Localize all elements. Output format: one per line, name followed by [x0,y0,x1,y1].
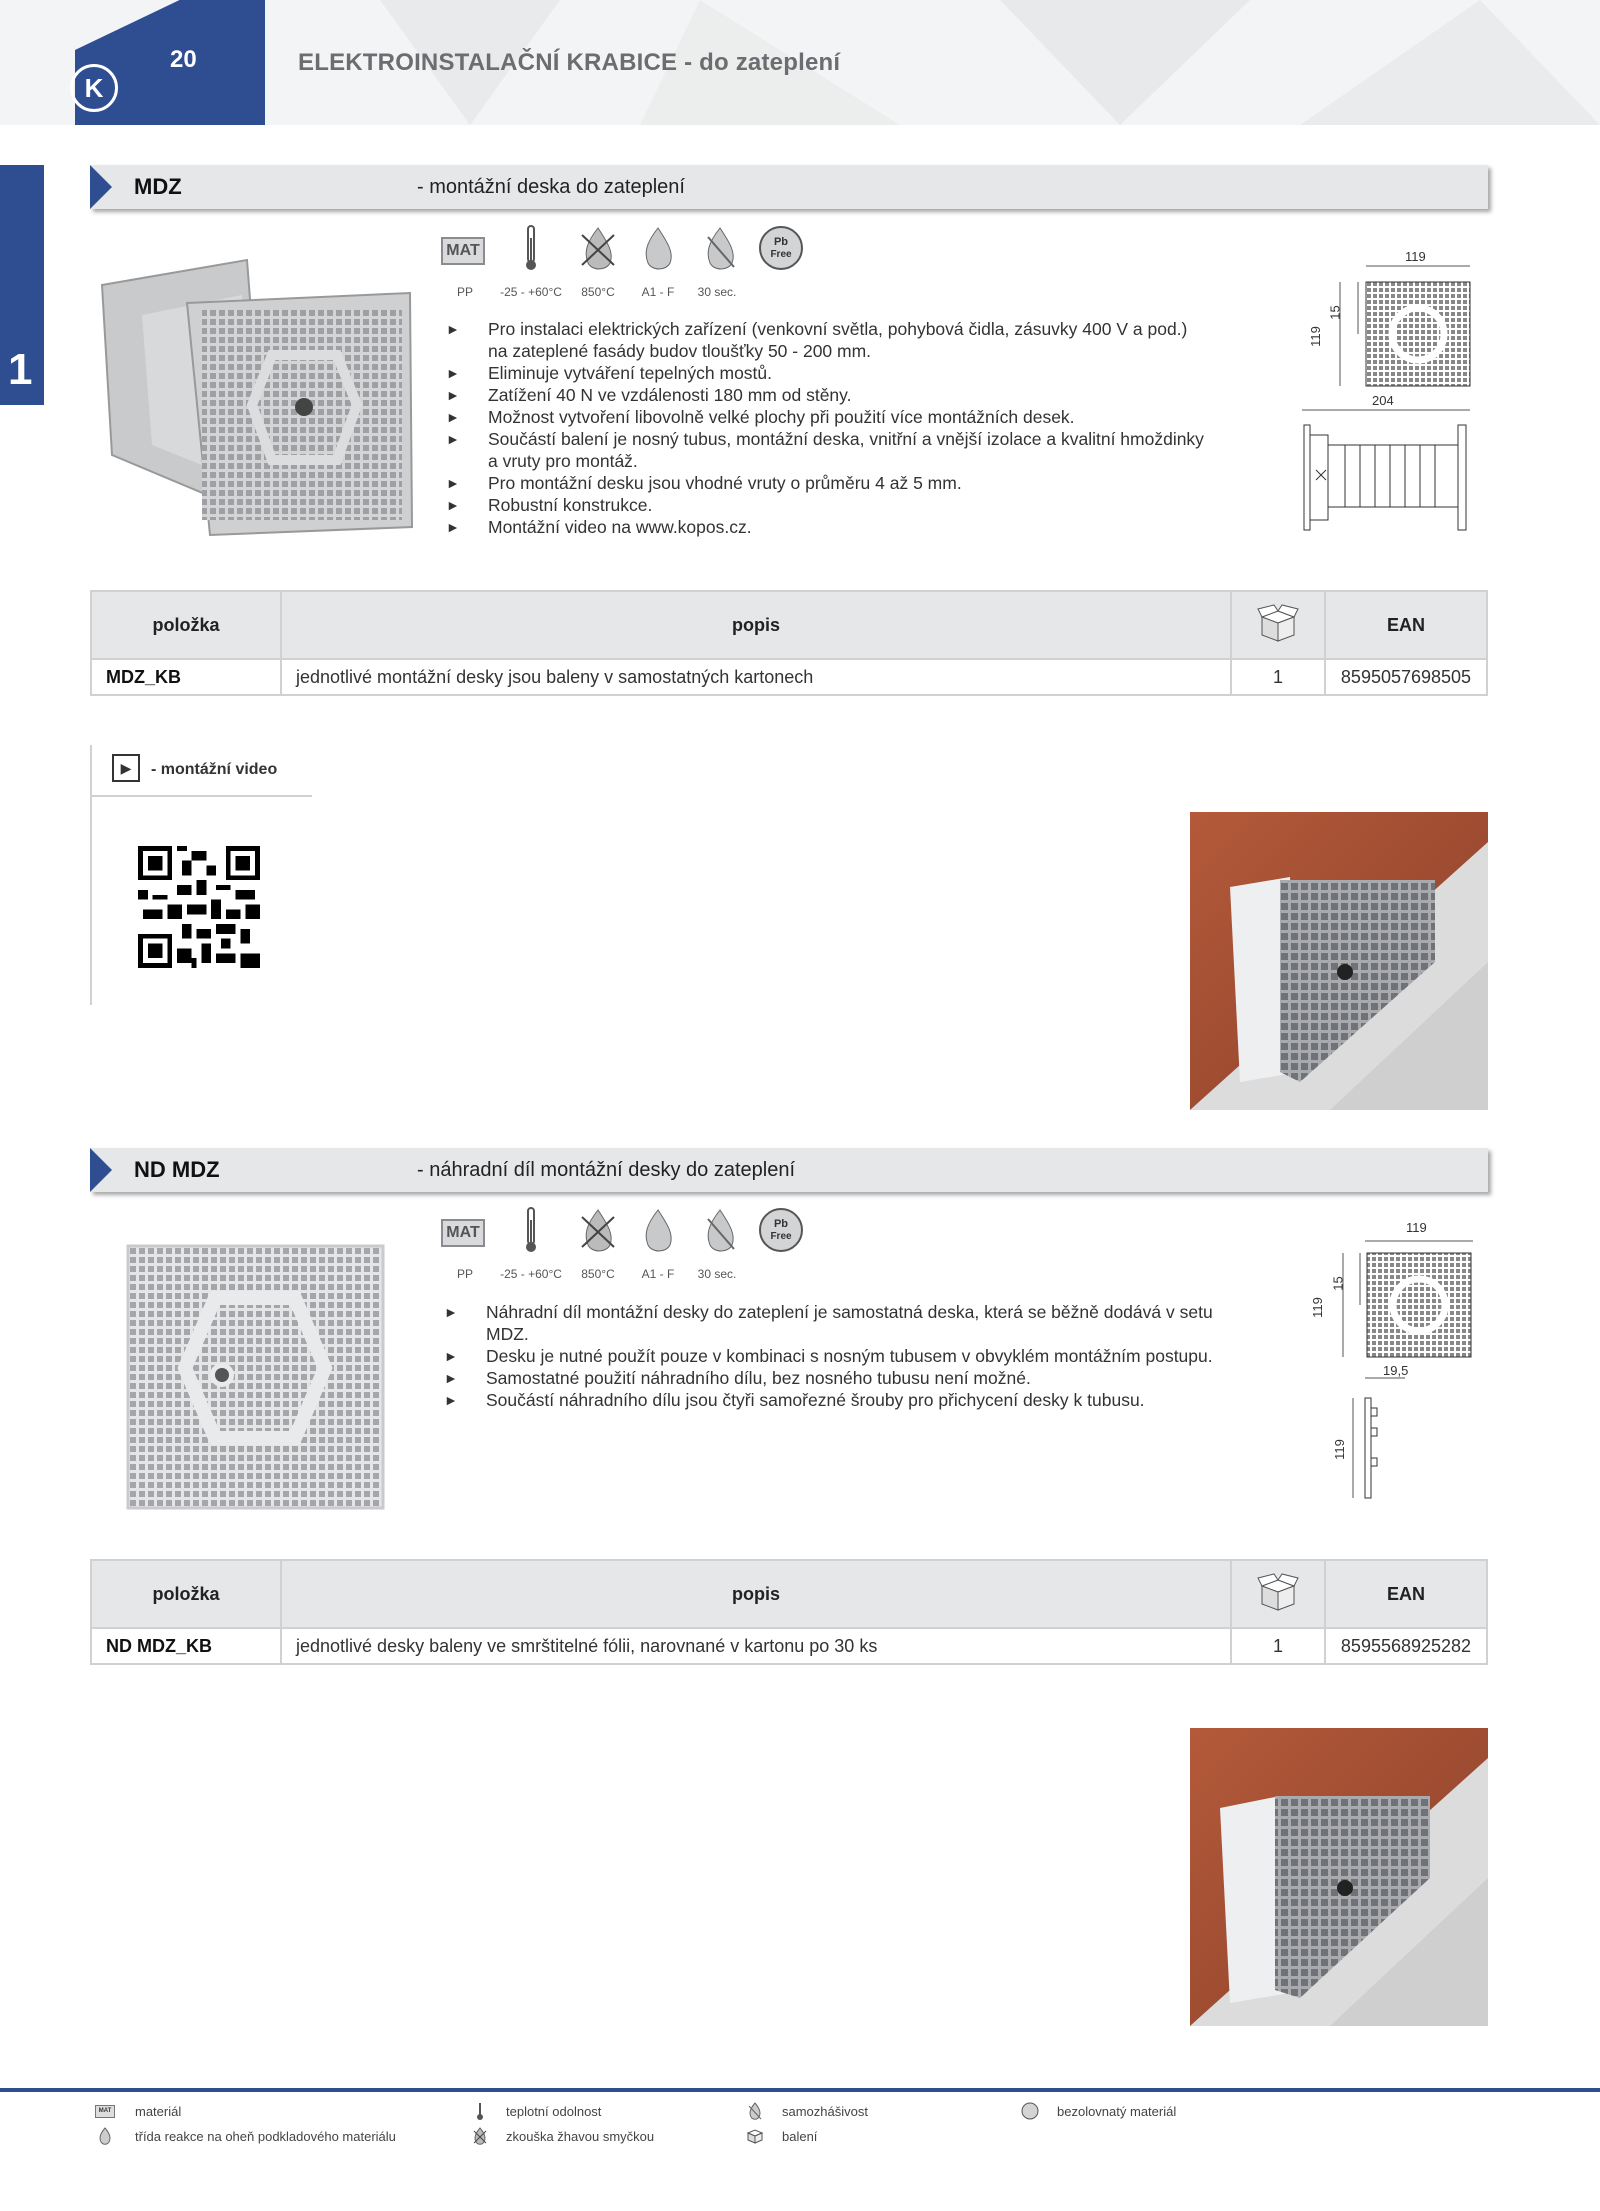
video-label: - montážní video [151,761,278,778]
label-fire-class: A1 - F [641,285,675,299]
label-glow-wire: 850°C [581,285,615,299]
col-ean: EAN [1325,591,1487,659]
box-icon [1256,1572,1300,1612]
kopos-logo: K [70,64,118,112]
list-item: ► Samostatné použití náhradního dílu, bez nosného tubusu není možné. [444,1368,1031,1388]
section-bar-mdz [90,165,1488,209]
cell-qty: 1 [1231,659,1325,695]
self-extinguishing-icon [745,2101,765,2121]
thermometer-icon [508,1207,554,1253]
list-item: ► Eliminuje vytváření tepelných mostů. [446,363,773,383]
cell-item: MDZ_KB [91,659,281,695]
list-item: ► Montážní video na www.kopos.cz. [446,517,752,537]
feature-list-nd-mdz [444,1301,1274,1411]
label-self-ext: 30 sec. [697,1267,737,1281]
col-item: položka [91,1560,281,1628]
product-image-mdz [92,255,422,540]
svg-text:Pb: Pb [773,236,789,248]
cell-item: ND MDZ_KB [91,1628,281,1664]
play-video-button[interactable]: ▶ [112,754,140,782]
col-package [1231,1560,1325,1628]
section-description: - montážní deska do zateplení [417,176,685,198]
list-item: na zateplené fasády budov tloušťky 50 - 200 mm. [488,341,872,361]
footer-divider [0,2088,1600,2092]
thermometer-icon [508,225,554,271]
legend-material: materiál [135,2104,182,2119]
col-description: popis [281,591,1231,659]
glow-wire-icon [575,225,621,271]
dim-height: 119 [1307,326,1323,347]
fire-class-icon [95,2126,115,2146]
video-block-border [90,745,92,1005]
col-package [1231,591,1325,659]
glow-wire-icon [470,2126,490,2146]
legend-temp: teplotní odolnost [506,2104,602,2119]
label-temperature: -25 - +60°C [500,285,562,299]
fire-class-icon [635,225,681,271]
list-item: a vruty pro montáž. [488,451,638,471]
svg-text:Free: Free [770,249,792,260]
lead-free-icon [757,225,803,271]
legend-pack: balení [782,2129,818,2144]
col-description: popis [281,1560,1231,1628]
label-material: PP [456,1267,473,1281]
list-item: ► Pro instalaci elektrických zařízení (venkovní světla, pohybová čidla, zásuvky 400 V a pod.) [446,319,1188,339]
list-item: MDZ. [486,1324,529,1344]
legend-selfext: samozhášivost [782,2104,868,2119]
chapter-number: 1 [8,345,33,394]
section-code: MDZ [134,174,182,199]
page-number: 20 [170,46,197,73]
list-item: ► Možnost vytvoření libovolně velké plochy při použití více montážních desek. [446,407,1075,427]
list-item: ► Desku je nutné použít pouze v kombinaci s nosným tubusem v obvyklém montážním postupu. [444,1346,1213,1366]
dim-side-height: 119 [1331,1439,1347,1460]
list-item: ► Náhradní díl montážní desky do zateplení je samostatná deska, která se běžně dodává v setu [444,1302,1213,1322]
video-block-divider [90,795,312,797]
table-header-row [91,591,1487,659]
dim-inner: 15 [1330,1276,1346,1291]
label-glow-wire: 850°C [581,1267,615,1281]
page-title: ELEKTROINSTALAČNÍ KRABICE - do zateplení [298,49,841,76]
dim-inner: 15 [1327,305,1343,320]
box-icon [1256,603,1300,643]
table-row [91,659,1487,695]
svg-text:Free: Free [770,1231,792,1242]
lead-free-icon [757,1207,803,1253]
cell-ean: 8595568925282 [1325,1628,1487,1664]
technical-drawing-nd-mdz [1305,1220,1485,1510]
self-extinguishing-icon [697,1207,743,1253]
table-header-row [91,1560,1487,1628]
list-item: ► Pro montážní desku jsou vhodné vruty o průměru 4 až 5 mm. [446,473,962,493]
list-item: ► Součástí náhradního dílu jsou čtyři samořezné šrouby pro přichycení desky k tubusu. [444,1390,1145,1410]
product-table-mdz [90,590,1488,696]
material-icon: MAT [440,1210,486,1256]
label-material: PP [456,285,473,299]
material-icon: MAT [440,228,486,274]
label-fire-class: A1 - F [641,1267,675,1281]
section-arrow-icon [90,165,112,209]
dim-depth: 204 [1372,393,1394,408]
product-table-nd-mdz [90,1559,1488,1665]
section-arrow-icon [90,1148,112,1192]
section-code: ND MDZ [134,1157,220,1182]
list-item: ► Součástí balení je nosný tubus, montážní deska, vnitřní a vnější izolace a kvalitní hmoždinky [446,429,1204,449]
label-temperature: -25 - +60°C [500,1267,562,1281]
cell-description: jednotlivé montážní desky jsou baleny v samostatných kartonech [281,659,1231,695]
technical-drawing-mdz [1300,245,1480,535]
dim-height: 119 [1309,1297,1325,1318]
glow-wire-icon [575,1207,621,1253]
dim-width: 119 [1406,1220,1427,1235]
col-ean: EAN [1325,1560,1487,1628]
legend-glowwire: zkouška žhavou smyčkou [506,2129,655,2144]
installation-photo-nd-mdz [1190,1728,1488,2026]
col-item: položka [91,591,281,659]
label-self-ext: 30 sec. [697,285,737,299]
thermometer-icon [470,2101,490,2121]
dim-depth: 19,5 [1383,1363,1409,1378]
installation-photo-mdz [1190,812,1488,1110]
material-icon: MAT [95,2101,115,2121]
lead-free-icon [1020,2101,1040,2121]
cell-description: jednotlivé desky baleny ve smrštitelné fólii, narovnané v kartonu po 30 ks [281,1628,1231,1664]
product-image-nd-mdz [120,1238,390,1518]
dim-width: 119 [1405,249,1426,264]
feature-list-mdz [446,318,1276,538]
legend-pbfree: bezolovnatý materiál [1057,2104,1177,2119]
box-icon [745,2126,765,2146]
cell-qty: 1 [1231,1628,1325,1664]
legend-fireclass: třída reakce na oheň podkladového materiálu [135,2129,396,2144]
self-extinguishing-icon [697,225,743,271]
list-item: ► Robustní konstrukce. [446,495,653,515]
cell-ean: 8595057698505 [1325,659,1487,695]
svg-text:Pb: Pb [773,1218,789,1230]
fire-class-icon [635,1207,681,1253]
qr-code[interactable] [138,846,260,968]
list-item: ► Zatížení 40 N ve vzdálenosti 180 mm od stěny. [446,385,852,405]
section-description: - náhradní díl montážní desky do zateplení [417,1159,796,1181]
table-row [91,1628,1487,1664]
